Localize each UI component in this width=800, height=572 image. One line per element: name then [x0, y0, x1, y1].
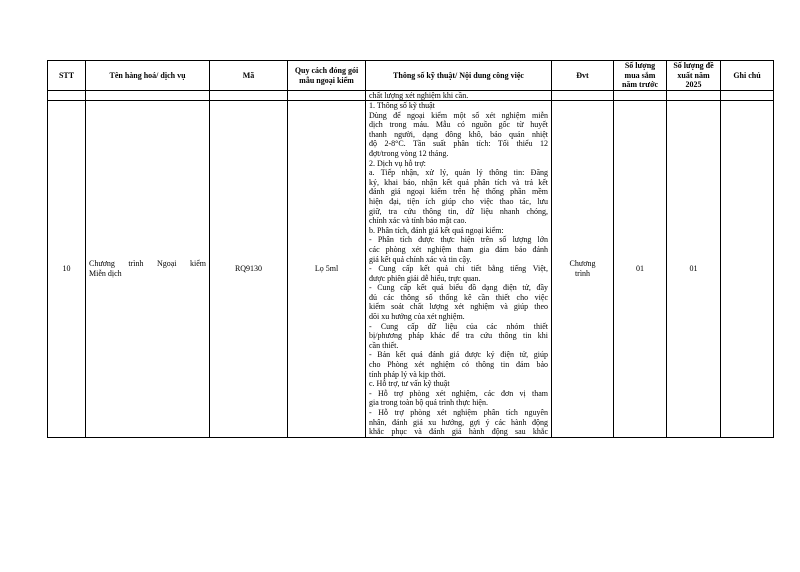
- header-qty-prev: Số lượng mua sắm năm trước: [614, 61, 667, 91]
- spec-line: a. Tiếp nhận, xử lý, quản lý thông tin: Đăng: [369, 168, 548, 178]
- spec-line: các phòng xét nghiệm tham gia đảm bảo đánh: [369, 244, 548, 254]
- row-packaging: Lọ 5ml: [288, 101, 366, 438]
- cont-code: [210, 91, 288, 101]
- spec-line: Dùng để ngoại kiểm một số xét nghiệm miễn: [369, 110, 548, 120]
- spec-line: kiểm soát chất lượng xét nghiệm và giúp theo: [369, 302, 548, 312]
- name-line: Miễn dịch: [89, 268, 122, 278]
- cont-qty-prev: [614, 91, 667, 101]
- row-unit: [552, 101, 614, 438]
- spec-line: gia trong toàn bộ quá trình thực hiện.: [369, 398, 488, 408]
- spec-line: - Cung cấp dữ liệu của các nhóm thiết: [369, 321, 548, 331]
- spec-line: hiện đại, tiện ích giúp cho việc thao tác, lưu: [369, 196, 548, 206]
- header-code: Mã: [210, 61, 288, 91]
- spec-line: - Hỗ trợ phòng xét nghiệm, các đơn vị tham: [369, 388, 548, 398]
- spec-line: đợt/trong vòng 12 tháng.: [369, 148, 449, 158]
- row-spec: [366, 101, 552, 438]
- spec-line: - Cung cấp kết quả biểu đồ dạng điện tử, đầy: [369, 283, 548, 293]
- spec-line: bị/phương pháp khác để tra cứu thông tin khi: [369, 331, 548, 341]
- header-spec: Thông số kỹ thuật/ Nội dung công việc: [366, 61, 552, 91]
- header-name: Tên hàng hoá/ dịch vụ: [86, 61, 210, 91]
- unit-line: trình: [574, 268, 591, 278]
- spec-line: độ 2-8°C. Tần suất phân tích: Tối thiểu 12: [369, 139, 548, 149]
- row-note: [721, 101, 774, 438]
- procurement-table: [47, 60, 774, 438]
- spec-line: ký, khai báo, nhận kết quả phân tích và trả kết: [369, 177, 548, 187]
- spec-line: - Bản kết quả đánh giá được ký điện tử, giúp: [369, 350, 548, 360]
- cont-qty-proposed: [667, 91, 721, 101]
- spec-line: 2. Dịch vụ hỗ trợ:: [369, 158, 426, 168]
- spec-line: chính xác và tính bảo mật cao.: [369, 216, 467, 226]
- header-qty-proposed: Số lượng đề xuất năm 2025: [667, 61, 721, 91]
- cont-unit: [552, 91, 614, 101]
- name-line: Chương trình Ngoại kiểm: [89, 259, 206, 269]
- cont-note: [721, 91, 774, 101]
- row-qty-prev: 01: [614, 101, 667, 438]
- spec-line: khắc phục và đánh giá hành động sau khắc: [369, 427, 548, 437]
- spec-line: được phiên giải dễ hiểu, trực quan.: [369, 273, 481, 283]
- header-stt: STT: [48, 61, 86, 91]
- spec-line: - Hỗ trợ phòng xét nghiệm phân tích nguyên: [369, 408, 548, 417]
- spec-line: - Cung cấp kết quả chi tiết bằng tiếng Việt,: [369, 264, 548, 274]
- spec-line: cho Phòng xét nghiệm có thông tin đảm bảo: [369, 360, 548, 370]
- cont-stt: [48, 91, 86, 101]
- spec-line: đánh giá ngoại kiểm trên hệ thống phần mềm: [369, 187, 548, 197]
- spec-line: cần thiết.: [369, 340, 399, 350]
- cont-name: [86, 91, 210, 101]
- spec-line: c. Hỗ trợ, tư vấn kỹ thuật: [369, 379, 450, 389]
- table-row: [48, 101, 774, 438]
- header-row: [48, 61, 774, 91]
- row-qty-proposed: 01: [667, 101, 721, 438]
- header-packaging: Quy cách đóng gói mẫu ngoại kiểm: [288, 61, 366, 91]
- spec-line: dõi xu hướng của xét nghiệm.: [369, 312, 465, 322]
- spec-line: giá kết quả chính xác và tin cậy.: [369, 254, 472, 264]
- spec-line: tính pháp lý và kịp thời.: [369, 369, 446, 379]
- header-unit: Đvt: [552, 61, 614, 91]
- row-stt: 10: [48, 101, 86, 438]
- unit-line: Chương: [569, 259, 596, 269]
- spec-line: giữ, tra cứu thông tin, dữ liệu nhanh chóng,: [369, 206, 548, 216]
- cont-spec: chất lượng xét nghiệm khi cần.: [366, 91, 552, 101]
- cont-packaging: [288, 91, 366, 101]
- spec-line: b. Phân tích, đánh giá kết quả ngoại kiểm:: [369, 225, 504, 235]
- spec-line: thanh người, dạng đông khô, bảo quản nhiệt: [369, 129, 548, 139]
- spec-line: dịch trong máu. Mẫu có nguồn gốc từ huyết: [369, 120, 548, 130]
- row-name: [86, 101, 210, 438]
- spec-line: 1. Thông số kỹ thuật: [369, 101, 435, 110]
- spec-line: nhân, đánh giá xu hướng, gợi ý các hành động: [369, 417, 548, 427]
- spec-line: đủ các thông số thống kê cần thiết cho việc: [369, 292, 548, 302]
- continuation-row: [48, 91, 774, 101]
- row-code: RQ9130: [210, 101, 288, 438]
- spec-line: - Phân tích được thực hiện trên số lượng lớn: [369, 235, 548, 245]
- header-note: Ghi chú: [721, 61, 774, 91]
